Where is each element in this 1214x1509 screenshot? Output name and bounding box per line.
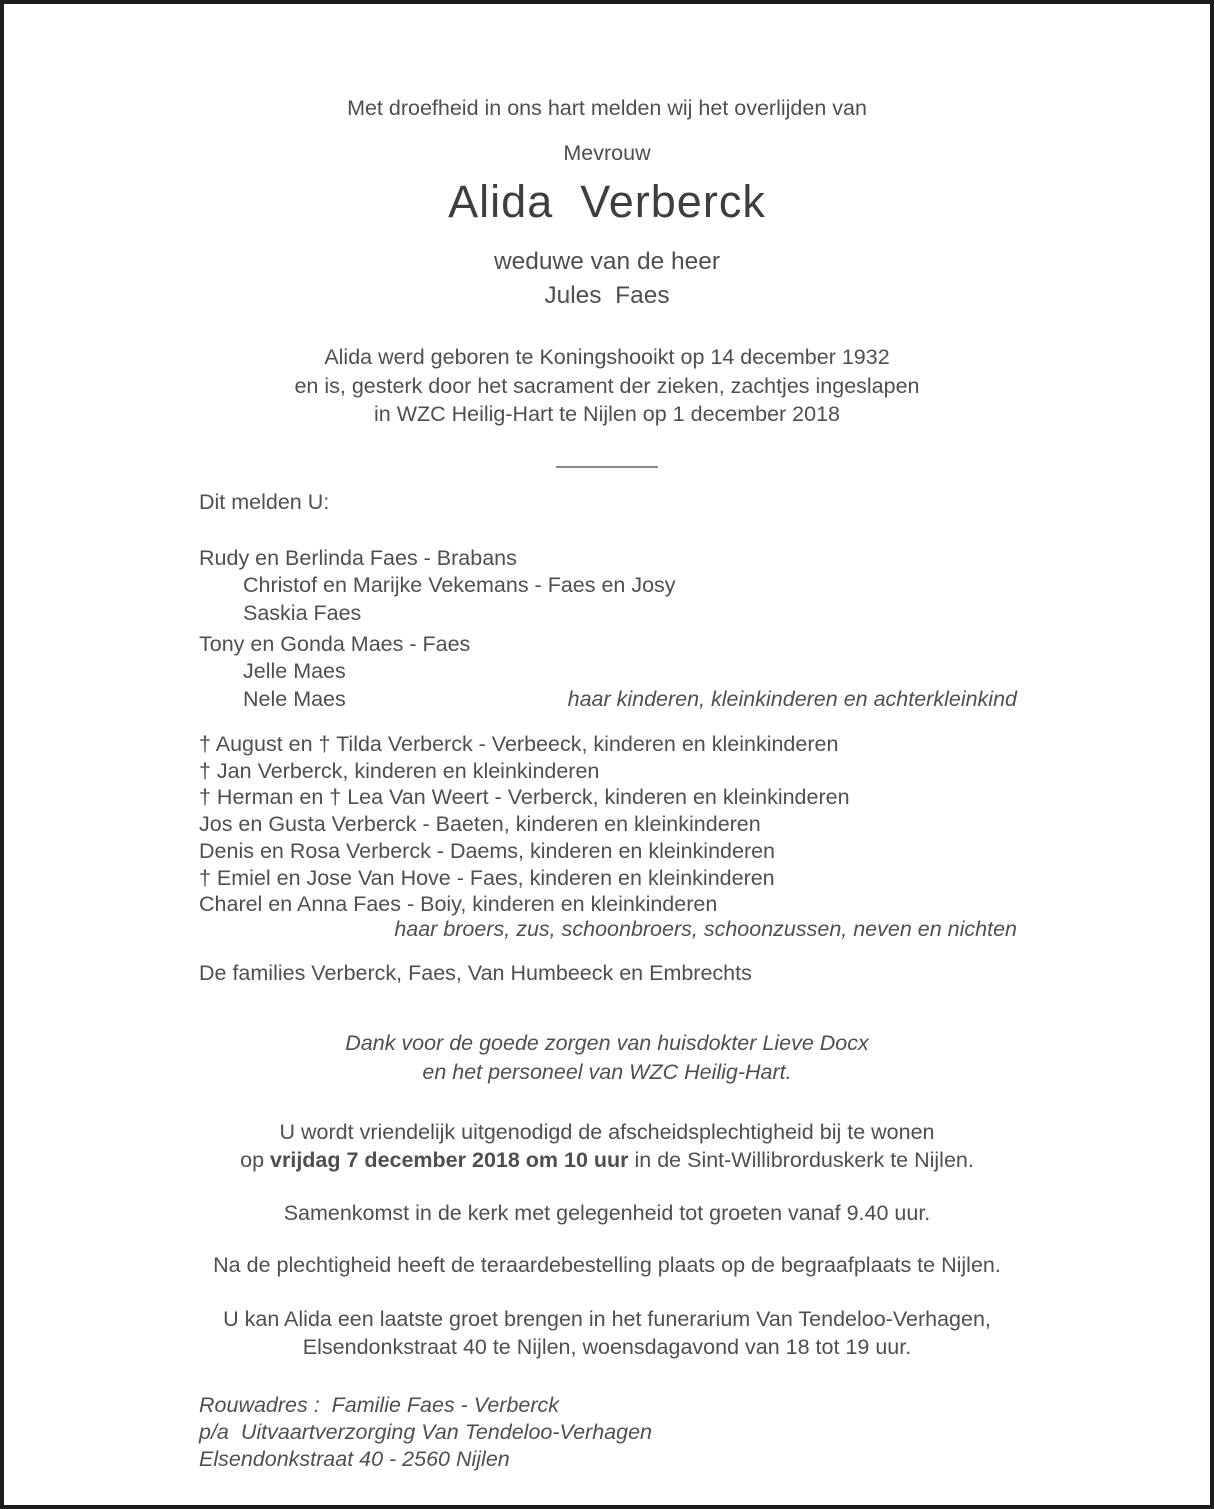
invitation-line-1: U wordt vriendelijk uitgenodigd de afscheidsplechtigheid bij te wonen — [279, 1120, 935, 1144]
family-line: Saskia Faes — [243, 600, 362, 625]
mourning-address-line: p/a Uitvaartverzorging Van Tendeloo-Verhagen — [199, 1420, 652, 1444]
widow-block — [4, 245, 1210, 313]
family-line: Christof en Marijke Vekemans - Faes en Josy — [243, 573, 676, 598]
invitation-suffix: in de Sint-Willibrorduskerk te Nijlen. — [628, 1147, 974, 1172]
sibling-line: † Herman en † Lea Van Weert - Verberck, kinderen en kleinkinderen — [199, 785, 850, 810]
family-line: Rudy en Berlinda Faes - Brabans — [199, 546, 517, 570]
family-group-2 — [199, 631, 1017, 713]
mourning-address-block — [199, 1392, 652, 1473]
burial-line: Na de plechtigheid heeft de teraardebestelling plaats op de begraafplaats te Nijlen. — [213, 1253, 1001, 1277]
invitation-line-2 — [4, 1147, 1210, 1175]
widow-line: weduwe van de heer — [493, 248, 721, 275]
sibling-line: Charel en Anna Faes - Boiy, kinderen en kleinkinderen — [199, 892, 718, 917]
siblings-block — [199, 731, 1017, 918]
birth-block — [4, 343, 1210, 429]
family-line-with-note — [199, 686, 1017, 713]
farewell-line: U kan Alida een laatste groet brengen in het funerarium Van Tendeloo-Verhagen, — [223, 1307, 991, 1331]
sibling-line: Denis en Rosa Verberck - Daems, kinderen en kleinkinderen — [199, 838, 776, 863]
sibling-line: † August en † Tilda Verberck - Verbeeck, kinderen en kleinkinderen — [199, 732, 839, 756]
thanks-block — [4, 1029, 1210, 1087]
salutation: Mevrouw — [563, 141, 651, 165]
birth-line: in WZC Heilig-Hart te Nijlen op 1 december 2018 — [373, 402, 841, 426]
farewell-line: Elsendonkstraat 40 te Nijlen, woensdagavond van 18 tot 19 uur. — [302, 1334, 912, 1359]
relation-note-children: haar kinderen, kleinkinderen en achterkleinkind — [567, 686, 1017, 711]
families-line: De families Verberck, Faes, Van Humbeeck en Embrechts — [199, 961, 752, 985]
invitation-datetime: vrijdag 7 december 2018 om 10 uur — [270, 1147, 629, 1172]
sibling-line: Jos en Gusta Verberck - Baeten, kinderen en kleinkinderen — [199, 812, 761, 837]
farewell-block — [4, 1306, 1210, 1361]
family-group-1 — [199, 545, 1017, 627]
relation-note-siblings: haar broers, zus, schoonbroers, schoonzussen, neven en nichten — [394, 917, 1017, 941]
gathering-line: Samenkomst in de kerk met gelegenheid tot groeten vanaf 9.40 uur. — [283, 1201, 931, 1225]
sibling-line: † Jan Verberck, kinderen en kleinkinderen — [199, 758, 600, 783]
family-line: Jelle Maes — [243, 659, 346, 684]
mourning-address-line: Elsendonkstraat 40 - 2560 Nijlen — [199, 1447, 510, 1471]
sibling-line: † Emiel en Jose Van Hove - Faes, kinderen en kleinkinderen — [199, 865, 775, 890]
spouse-name: Jules Faes — [544, 282, 670, 309]
family-line: Nele Maes — [243, 686, 346, 711]
thanks-line: en het personeel van WZC Heilig-Hart. — [422, 1060, 792, 1084]
invitation-block — [4, 1119, 1210, 1174]
birth-line: Alida werd geboren te Koningshooikt op 14 december 1932 — [324, 345, 890, 369]
birth-line: en is, gesterk door het sacrament der zieken, zachtjes ingeslapen — [294, 373, 920, 398]
family-line: Tony en Gonda Maes - Faes — [199, 632, 471, 656]
mourning-address-line: Rouwadres : Familie Faes - Verberck — [199, 1393, 560, 1417]
deceased-name: Alida Verberck — [448, 176, 766, 227]
thanks-line: Dank voor de goede zorgen van huisdokter Lieve Docx — [345, 1031, 869, 1055]
invitation-prefix: op — [240, 1147, 271, 1172]
intro-line: Met droefheid in ons hart melden wij het overlijden van — [347, 96, 867, 120]
divider-rule — [556, 466, 658, 468]
announce-label: Dit melden U: — [199, 490, 330, 514]
